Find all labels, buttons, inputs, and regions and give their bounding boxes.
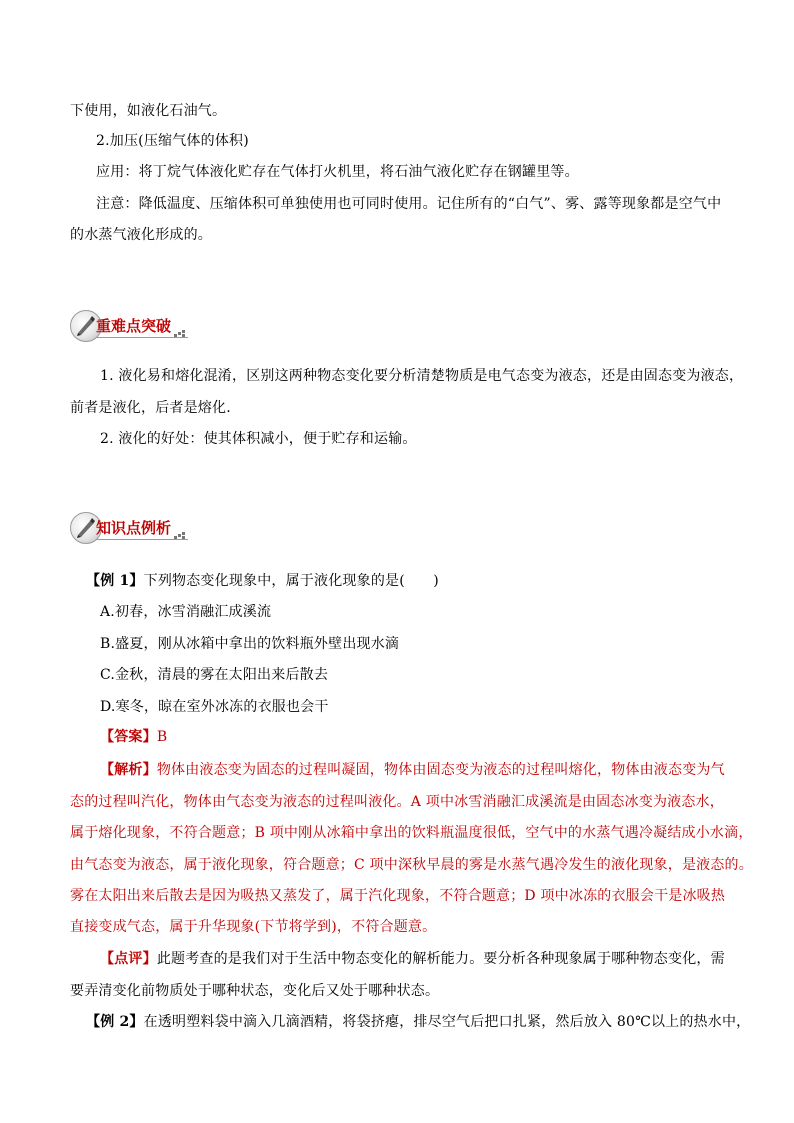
analysis-line-3: 属于熔化现象，不符合题意；B 项中刚从冰箱中拿出的饮料瓶温度很低，空气中的水蒸气遇冷凝结成小水滴， xyxy=(70,825,753,841)
section-heading-key-points xyxy=(70,308,200,344)
key-point-line-2: 前者是液化，后者是熔化. xyxy=(70,400,231,416)
analysis-line-1 xyxy=(100,760,725,780)
analysis-line-5: 雾在太阳出来后散去是因为吸热又蒸发了，属于汽化现象，不符合题意；D 项中冰冻的衣服会干是冰吸热 xyxy=(70,888,726,904)
analysis-line-6: 直接变成气态，属于升华现象(下节将学到)，不符合题意。 xyxy=(70,919,437,935)
option-b: B.盛夏，刚从冰箱中拿出的饮料瓶外壁出现水滴 xyxy=(100,636,400,652)
option-c: C.金秋，清晨的雾在太阳出来后散去 xyxy=(100,667,329,683)
intro-line-3: 应用：将丁烷气体液化贮存在气体打火机里，将石油气液化贮存在钢罐里等。 xyxy=(96,164,579,180)
analysis-line-4: 由气态变为液态，属于液化现象，符合题意；C 项中深秋早晨的雾是水蒸气遇冷发生的液化现象，是液态的。 xyxy=(70,857,753,873)
example-1-question xyxy=(86,571,439,591)
section-heading-examples xyxy=(70,510,200,546)
example-1-label: 【例 1】 xyxy=(86,573,144,589)
section-title: 知识点例析 xyxy=(96,519,172,537)
option-a: A.初春，冰雪消融汇成溪流 xyxy=(100,604,272,620)
section-title: 重难点突破 xyxy=(96,317,172,335)
example-2-text: 在透明塑料袋中滴入几滴酒精，将袋挤瘪，排尽空气后把口扎紧，然后放入 80℃以上的热水中， xyxy=(143,1014,751,1030)
intro-line-4: 注意：降低温度、压缩体积可单独使用也可同时使用。记住所有的“白气”、雾、露等现象都是空气中 xyxy=(96,196,722,212)
option-d: D.寒冬，晾在室外冰冻的衣服也会干 xyxy=(100,699,329,715)
intro-line-2: 2.加压(压缩气体的体积) xyxy=(96,133,249,149)
decorative-dots-icon xyxy=(174,330,186,338)
example-1-text: 下列物态变化现象中，属于液化现象的是( ) xyxy=(143,573,439,589)
intro-line-5: 的水蒸气液化形成的。 xyxy=(70,227,212,243)
analysis-label: 【解析】 xyxy=(100,762,157,778)
key-point-line-3: 2. 液化的好处：使其体积减小，便于贮存和运输。 xyxy=(100,431,417,447)
comment-label: 【点评】 xyxy=(100,951,157,967)
decorative-dots-icon xyxy=(174,532,186,540)
comment-line-1 xyxy=(100,949,725,969)
example-2-label: 【例 2】 xyxy=(86,1014,144,1030)
key-point-line-1: 1. 液化易和熔化混淆，区别这两种物态变化要分析清楚物质是电气态变为液态，还是由固态变为液态， xyxy=(100,368,744,384)
analysis-line-2: 态的过程叫汽化，物体由气态变为液态的过程叫液化。A 项中冰雪消融汇成溪流是由固态冰变为液态水， xyxy=(70,794,724,810)
answer-label: 【答案】 xyxy=(100,729,157,745)
answer-value: B xyxy=(156,729,168,745)
example-2-question xyxy=(86,1012,750,1032)
analysis-text: 物体由液态变为固态的过程叫凝固，物体由固态变为液态的过程叫熔化，物体由液态变为气 xyxy=(156,762,725,778)
comment-text: 此题考查的是我们对于生活中物态变化的解析能力。要分析各种现象属于哪种物态变化，需 xyxy=(156,951,725,967)
answer-line xyxy=(100,727,167,747)
intro-line-1: 下使用，如液化石油气。 xyxy=(70,103,227,119)
comment-line-2: 要弄清变化前物质处于哪种状态，变化后又处于哪种状态。 xyxy=(70,983,440,999)
